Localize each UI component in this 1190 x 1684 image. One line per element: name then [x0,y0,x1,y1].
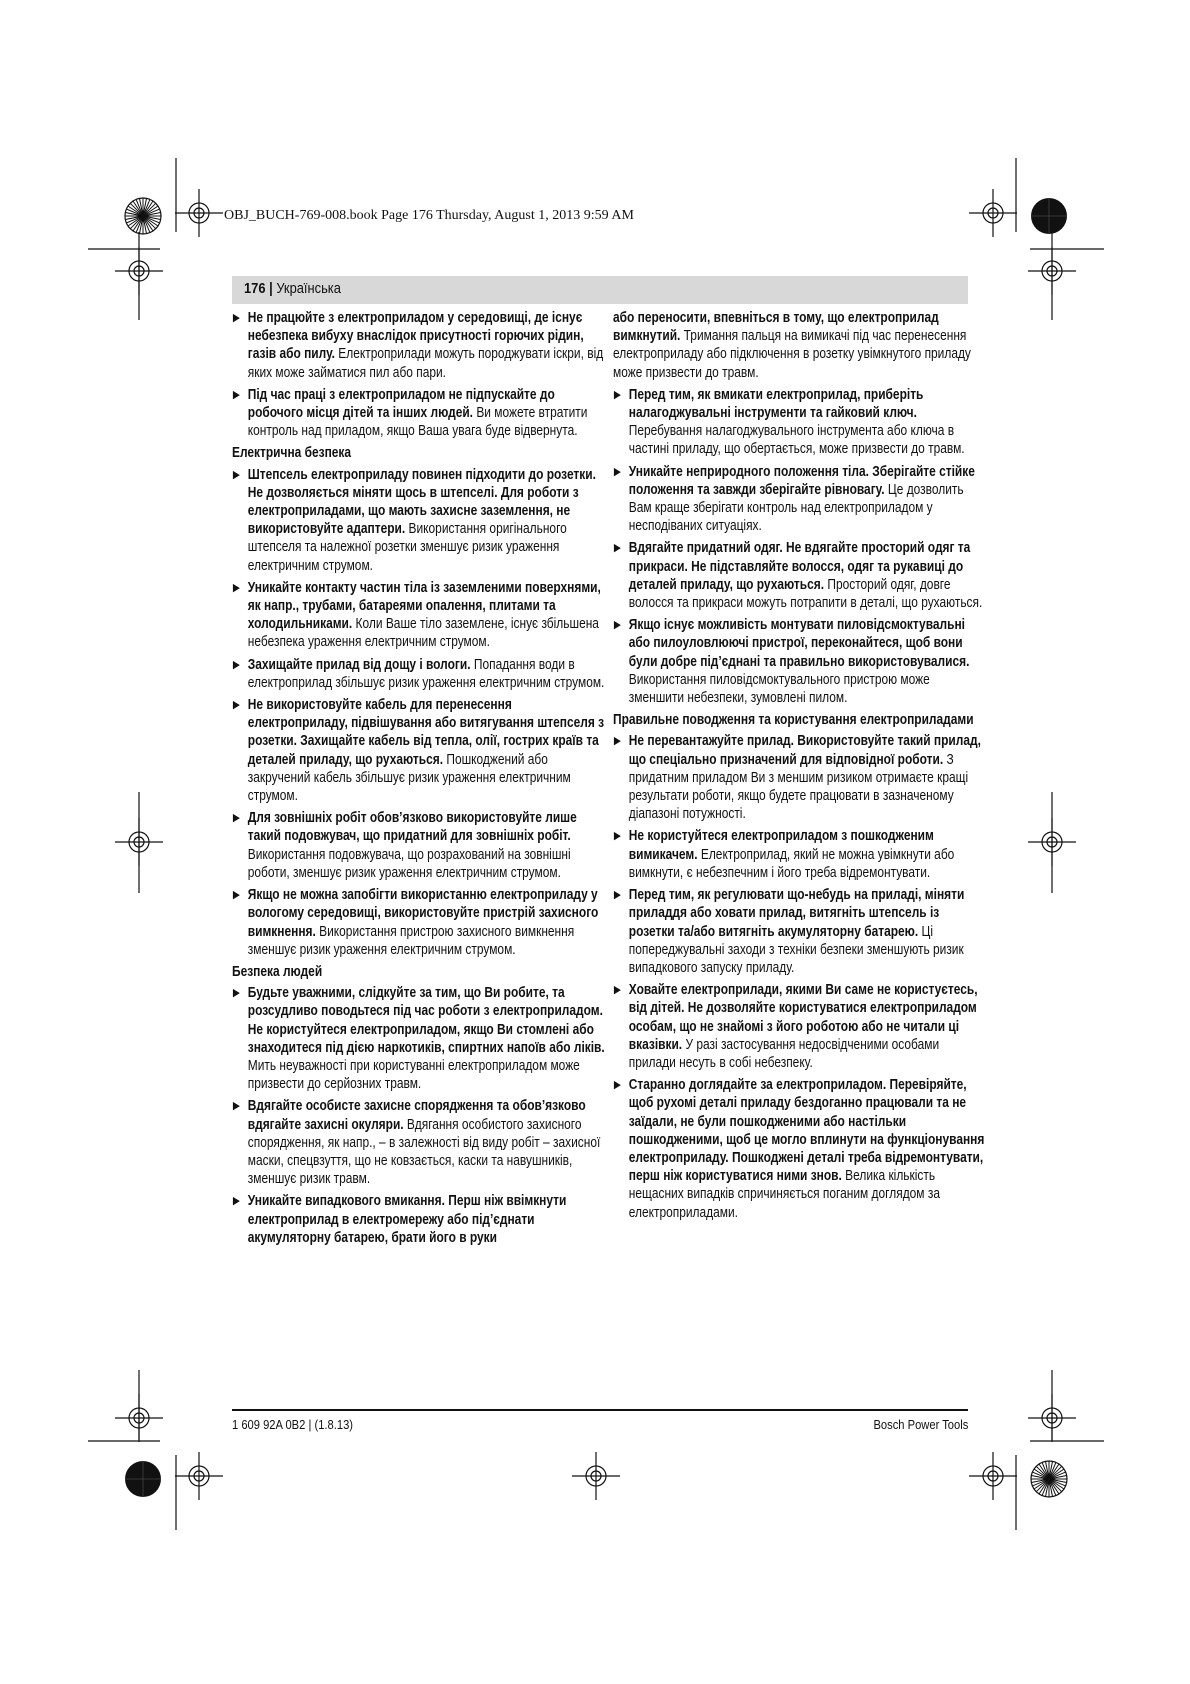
page-number-language: 176 | Українська [244,280,341,297]
safety-item-explanation: Використання пиловідсмоктувального пристрою може зменшити небезпеки, зумовлені пилом. [628,671,930,707]
bullet-arrow-icon: ▶ [613,1079,621,1092]
safety-item [613,1076,987,1222]
safety-item-warning: Уникайте контакту частин тіла із заземленими поверхнями, як напр., трубами, батареями опалення, плитами та холодильниками. [247,579,601,633]
safety-item-explanation: Просторий одяг, довге волосся та прикраси можуть потрапити в деталі, що рухаються. [628,576,983,612]
bullet-arrow-icon: ▶ [613,388,621,401]
safety-item-warning: Не працюйте з електроприладом у середовищі, де існує небезпека вибуху внаслідок присутності горючих рідин, газів або пилу. [247,310,584,363]
safety-item-explanation: У разі застосування недосвідченими особами прилади несуть в собі небезпеку. [628,1036,940,1071]
safety-item-explanation: Електроприлади можуть породжувати іскри, від яких може займатися пил або пари. [247,346,604,381]
safety-item-warning: Не користуйтеся електроприладом з пошкодженим вимикачем. [628,828,934,863]
section-heading: Безпека людей [232,963,323,980]
safety-item-explanation: Електроприлад, який не можна увімкнути або вимкнути, є небезпечним і його треба відремонтувати. [628,846,955,881]
bullet-arrow-icon: ▶ [232,987,240,1000]
footer-document-id: 1 609 92A 0B2 | (1.8.13) [232,1417,354,1432]
safety-item-explanation: Вдягання особистого захисного спорядження, як напр., – в залежності від виду робіт – захисної маски, спецвзуття, що не ковзається, каски та навушників, зменшує ризик травм. [247,1116,601,1188]
safety-item [232,466,606,575]
bullet-arrow-icon: ▶ [613,889,621,902]
bullet-arrow-icon: ▶ [613,619,621,632]
safety-item-explanation: Ви можете втратити контроль над приладом, якщо Ваша увага буде відвернута. [247,405,588,440]
safety-item-explanation: Перебування налагоджувального інструмента або ключа в частині приладу, що обертається, може призвести до травм. [628,423,965,458]
safety-item-warning: Перед тим, як вмикати електроприлад, приберіть налагоджувальні інструменти та гайковий ключ. [628,386,924,422]
bullet-arrow-icon: ▶ [232,312,240,324]
right-column [613,309,987,1226]
safety-item-warning: Не перевантажуйте прилад. Використовуйте такий прилад, що спеціально призначений для відповідної роботи. [628,733,981,768]
bullet-arrow-icon: ▶ [613,465,621,478]
safety-item-warning: Під час праці з електроприладом не підпускайте до робочого місця дітей та інших людей. [247,386,555,422]
safety-item-warning: Уникайте випадкового вмикання. Перш ніж ввімкнути електроприлад в електромережу або під’єднати акумуляторну батарею, брати його в руки [247,1193,567,1246]
safety-item-warning: Захищайте прилад від дощу і вологи. [247,656,471,673]
safety-item-warning: або переносити, впевніться в тому, що електроприлад вимкнутий. [613,310,939,345]
target-mark-top-left-1 [175,189,223,237]
safety-item [613,616,987,707]
safety-item-warning: Будьте уважними, слідкуйте за тим, що Ви робите, та розсудливо поводьтеся під час роботи з електроприладом. Не користуйтеся електроприладом, якщо Ви стомлені або знаходитеся під дією наркотиків, спиртних напоїв або ліків. [247,985,605,1056]
bullet-arrow-icon: ▶ [613,984,621,997]
page-number: 176 [244,280,266,297]
registration-mark-top-left [125,198,161,234]
safety-item [232,886,606,959]
bullet-arrow-icon: ▶ [232,658,240,671]
safety-item [232,1192,606,1247]
bullet-arrow-icon: ▶ [613,542,621,555]
safety-item-warning: Перед тим, як регулювати що-небудь на приладі, міняти приладдя або ховати прилад, витягніть штепсель із розетки та/або витягніть акумуляторну батарею. [628,887,965,940]
safety-item-warning: Вдягайте особисте захисне спорядження та обов’язково вдягайте захисні окуляри. [247,1098,586,1133]
safety-item [613,981,987,1072]
bullet-arrow-icon: ▶ [232,388,240,401]
bullet-arrow-icon: ▶ [232,1195,240,1208]
safety-item-explanation: Коли Ваше тіло заземлене, існує збільшена небезпека ураження електричним струмом. [247,616,599,651]
safety-item [232,1097,606,1188]
safety-item-continuation [613,309,987,382]
safety-item [232,984,606,1093]
footer-brand: Bosch Power Tools [873,1417,968,1432]
print-job-header: OBJ_BUCH-769-008.book Page 176 Thursday, August 1, 2013 9:59 AM [224,208,634,223]
registration-mark-top-right [1031,198,1067,234]
safety-item [232,386,606,441]
target-mark-top-right-1 [969,189,1017,237]
safety-item-warning: Ховайте електроприлади, якими Ви саме не користуєтесь, від дітей. Не дозволяйте користуватися електроприладом особам, що не знайомі з його роботою або не читали ці вказівки. [628,982,978,1053]
safety-item-explanation: Пошкоджений або закручений кабель збільшує ризик ураження електричним струмом. [247,751,571,805]
safety-item-explanation: З придатним приладом Ви з меншим ризиком отримаєте кращі результати роботи, якщо будете працювати в зазначеному діапазоні потужності. [628,751,969,823]
target-mark-bottom-center [572,1452,620,1500]
safety-item-warning: Вдягайте придатний одяг. Не вдягайте просторий одяг та прикраси. Не підставляйте волосся, одяг та рукавиці до деталей приладу, що рухаються. [628,540,971,593]
target-mark-bottom-right-2 [969,1452,1017,1500]
section-heading: Правильне поводження та користування електроприладами [613,712,974,729]
left-column [232,309,606,1251]
safety-item-warning: Старанно доглядайте за електроприладом. Перевіряйте, щоб рухомі деталі приладу бездоганно працювали та не заїдали, не були пошкодженими або настільки пошкодженими, щоб це могло вплинути на функціонування електроприладу. Пошкоджені деталі треба відремонтувати, перш ніж користуватися ними знов. [628,1077,985,1185]
safety-item [232,656,606,692]
page-header-bar [232,276,968,304]
safety-item-explanation: Використання пристрою захисного вимкнення зменшує ризик ураження електричним струмом. [247,923,575,958]
safety-item-explanation: Ці попереджувальні заходи з техніки безпеки зменшують ризик випадкового запуску приладу. [628,923,964,976]
safety-item-explanation: Попадання води в електроприлад збільшує ризик ураження електричним струмом. [247,656,605,691]
bullet-arrow-icon: ▶ [232,1100,240,1113]
safety-item-warning: Якщо не можна запобігти використанню електроприладу у вологому середовищі, використовуйте пристрій захисного вимкнення. [247,887,599,940]
bullet-arrow-icon: ▶ [232,468,240,481]
safety-item-explanation: Тримання пальця на вимикачі під час перенесення електроприладу або підключення в розетку увімкнутого приладу може призвести до травм. [613,328,971,381]
bullet-arrow-icon: ▶ [232,699,240,712]
safety-item-explanation: Велика кількість нещасних випадків спричиняється поганим доглядом за електроприладами. [628,1168,940,1221]
registration-mark-bottom-left [125,1461,161,1497]
safety-item-warning: Якщо існує можливість монтувати пиловідсмоктувальні або пилоуловлюючі пристрої, переконайтеся, щоб вони були добре під’єднані та правильно використовувалися. [628,617,970,670]
safety-item-warning: Уникайте неприродного положення тіла. Зберігайте стійке положення та завжди зберігайте рівновагу. [628,463,975,498]
safety-item [613,827,987,882]
safety-item [232,579,606,652]
safety-item [613,732,987,823]
language-label: Українська [276,280,341,297]
safety-item [232,696,606,805]
bullet-arrow-icon: ▶ [613,830,621,843]
safety-item-explanation: Це дозволить Вам краще зберігати контроль над електроприладом у несподіваних ситуаціях. [628,481,964,535]
target-mark-bottom-left-2 [175,1452,223,1500]
safety-item [232,309,606,382]
safety-item [613,463,987,536]
bullet-arrow-icon: ▶ [232,889,240,902]
safety-item [232,809,606,882]
bullet-arrow-icon: ▶ [613,735,621,748]
footer-rule [232,1409,968,1411]
safety-item-explanation: Використання подовжувача, що розрахований на зовнішні роботи, зменшує ризик ураження електричним струмом. [247,846,571,881]
safety-item-explanation: Мить неуважності при користуванні електроприладом може призвести до серйозних травм. [247,1057,580,1093]
safety-item-warning: Не використовуйте кабель для перенесення електроприладу, підвішування або витягування штепселя з розетки. Захищайте кабель від тепла, олії, гострих країв та деталей приладу, що рухаються. [247,697,605,768]
section-heading: Електрична безпека [232,445,352,462]
registration-mark-bottom-right [1031,1461,1067,1497]
safety-item-warning: Штепсель електроприладу повинен підходити до розетки. Не дозволяється міняти щось в штепселі. Для роботи з електроприладами, що мають захисне заземлення, не використовуйте адаптери. [247,466,596,538]
safety-item [613,386,987,459]
safety-item [613,886,987,977]
safety-item-explanation: Використання оригінального штепселя та належної розетки зменшує ризик ураження електричним струмом. [247,521,567,574]
bullet-arrow-icon: ▶ [232,812,240,825]
safety-item [613,539,987,612]
safety-item-warning: Для зовнішніх робіт обов’язково використовуйте лише такий подовжувач, що придатний для зовнішніх робіт. [247,810,577,845]
bullet-arrow-icon: ▶ [232,581,240,594]
